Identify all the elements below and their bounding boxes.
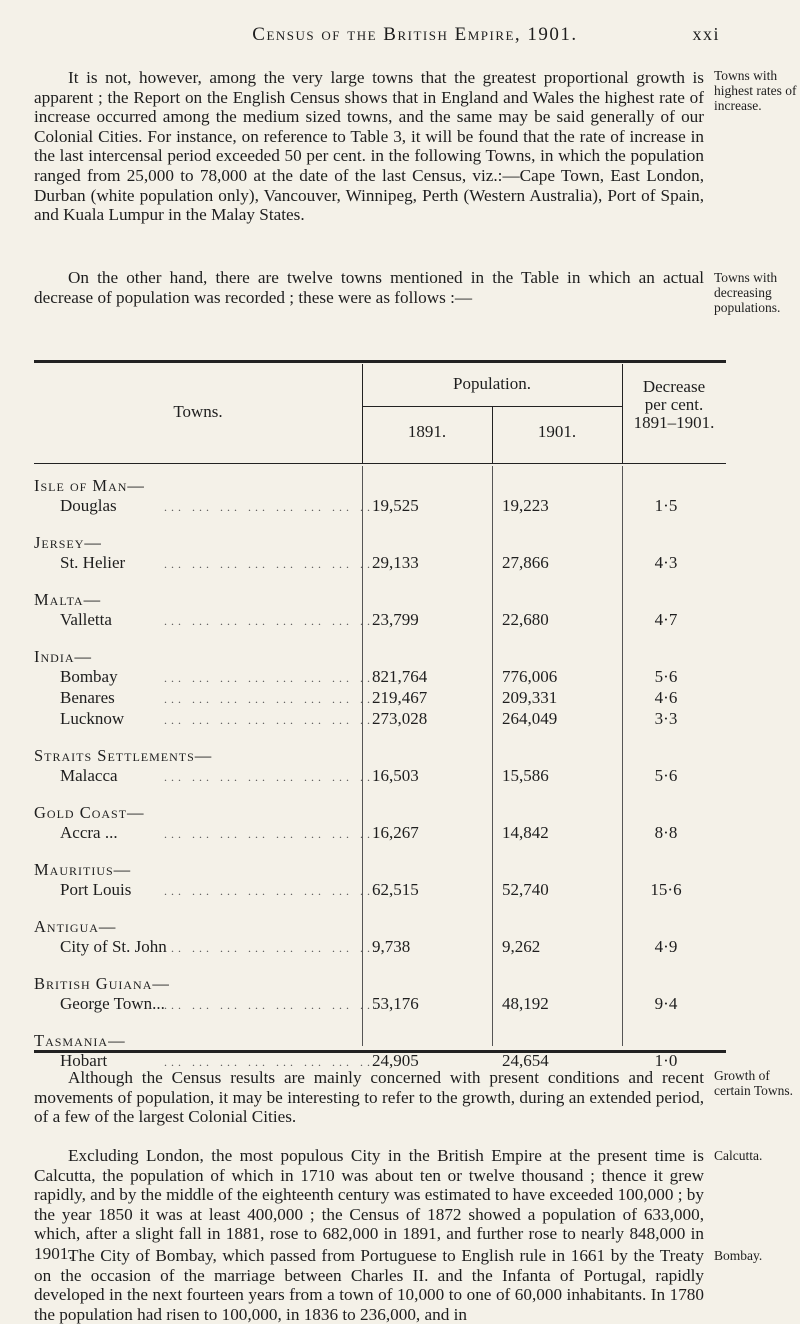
group-name: Antigua— (34, 917, 117, 936)
decrease-label-2: per cent. (644, 395, 704, 414)
paragraph-colonial-growth (34, 1068, 704, 1127)
paragraph-text: Although the Census results are mainly concerned with present conditions and recent movements of population, it may be interesting to refer to the growth, during an extended period, of a few of the largest Colonial Cities. (34, 1068, 704, 1127)
decrease-percent: 9·4 (654, 994, 678, 1013)
group-name: India— (34, 647, 92, 666)
group-name: Straits Settlements— (34, 746, 213, 765)
town-name: Valletta (60, 610, 112, 629)
table-row (34, 994, 726, 1014)
leader-dots: ... ... ... ... ... ... ... ... (164, 614, 381, 628)
town-name: Douglas (60, 496, 117, 515)
paragraph-growth (34, 68, 704, 225)
margin-note-decrease: Towns with decreasing populations. (714, 270, 781, 315)
population-1891: 62,515 (372, 880, 419, 899)
leader-dots: ... ... ... ... ... ... ... ... (164, 941, 381, 955)
population-1901: 52,740 (502, 880, 549, 899)
decrease-percent: 3·3 (654, 709, 678, 728)
leader-dots: ... ... ... ... ... ... ... ... (164, 692, 381, 706)
leader-dots: ... ... ... ... ... ... ... ... (164, 998, 381, 1012)
population-1891: 29,133 (372, 553, 419, 572)
group-name: Tasmania— (34, 1031, 126, 1050)
leader-dots: ... ... ... ... ... ... ... ... (164, 557, 381, 571)
decrease-percent: 4·9 (654, 937, 678, 956)
town-name: Accra ... (60, 823, 118, 842)
group-name: Jersey— (34, 533, 102, 552)
population-1891: 219,467 (372, 688, 428, 707)
page-number: xxi (692, 24, 720, 44)
population-1891: 53,176 (372, 994, 419, 1013)
population-1891: 273,028 (372, 709, 428, 728)
population-1891: 23,799 (372, 610, 419, 629)
group-name: Isle of Man— (34, 476, 145, 495)
table-header-rule (34, 463, 726, 464)
table-header (34, 364, 726, 463)
column-header-1901: 1901. (537, 422, 577, 441)
population-1901: 27,866 (502, 553, 549, 572)
table-row (34, 880, 726, 900)
decrease-percent: 5·6 (654, 766, 678, 785)
margin-note-increase: Towns with highest rates of increase. (714, 68, 797, 113)
town-name: Benares (60, 688, 115, 707)
paragraph-text: On the other hand, there are twelve towns mentioned in the Table in which an actual decrease of population was recorded ; these were as follows :— (34, 268, 704, 307)
population-1901: 15,586 (502, 766, 549, 785)
leader-dots: ... ... ... ... ... ... ... ... (164, 770, 381, 784)
leader-dots: ... ... ... ... ... ... ... ... (164, 1055, 381, 1069)
table-row (34, 496, 726, 516)
column-header-population: Population. (453, 374, 531, 393)
leader-dots: ... ... ... ... ... ... ... ... (164, 671, 381, 685)
leader-dots: ... ... ... ... ... ... ... ... (164, 500, 381, 514)
table-bottom-rule (34, 1050, 726, 1053)
population-1901: 209,331 (502, 688, 558, 707)
table-row (34, 709, 726, 729)
table-top-rule (34, 360, 726, 363)
decrease-label-1: Decrease (642, 377, 706, 396)
town-name: Port Louis (60, 880, 132, 899)
leader-dots: ... ... ... ... ... ... ... ... (164, 827, 381, 841)
running-header (110, 24, 720, 46)
decrease-percent: 8·8 (654, 823, 678, 842)
table-row (34, 688, 726, 708)
margin-note-calcutta: Calcutta. (714, 1148, 763, 1163)
table-row (34, 610, 726, 630)
population-1901: 24,654 (502, 1051, 549, 1070)
decrease-percent: 15·6 (650, 880, 682, 899)
decrease-percent: 4·6 (654, 688, 678, 707)
paragraph-text: The City of Bombay, which passed from Portuguese to English rule in 1661 by the Treaty on the occasion of the marriage between Charles II. and the Infanta of Portugal, rapidly developed in the next fourteen years from a town of 10,000 to one of 60,000 inhabitants. In 1780 the population had risen to 100,000, in 1836 to 236,000, and in (34, 1246, 704, 1324)
decrease-percent: 4·3 (654, 553, 678, 572)
margin-note-bombay: Bombay. (714, 1248, 763, 1263)
town-name: Hobart (60, 1051, 108, 1070)
group-name: Mauritius— (34, 860, 132, 879)
group-name: Gold Coast— (34, 803, 145, 822)
population-1901: 48,192 (502, 994, 549, 1013)
margin-note-growth: Growth of certain Towns. (714, 1068, 794, 1098)
paragraph-decrease (34, 268, 704, 307)
population-1901: 22,680 (502, 610, 549, 629)
town-name: City of St. John (60, 937, 167, 956)
column-header-towns: Towns. (173, 402, 223, 421)
paragraph-bombay (34, 1246, 704, 1324)
table-row (34, 667, 726, 687)
table-row (34, 937, 726, 957)
paragraph-text: It is not, however, among the very large towns that the greatest proportional growth is apparent ; the Report on the English Census shows that in England and Wales the highest rate of increase occurred among the medium sized towns, and the same may be said generally of our Colonial Cities. For instance, on reference to Table 3, it will be found that the rate of increase in the last intercensal period exceeded 50 per cent. in the following Towns, in which the population ranged from 25,000 to 78,000 at the date of the last Census, viz.:—Cape Town, East London, Durban (white population only), Vancouver, Winnipeg, Perth (Western Australia), Port of Spain, and Kuala Lumpur in the Malay States. (34, 68, 704, 225)
population-1901: 9,262 (502, 937, 541, 956)
leader-dots: ... ... ... ... ... ... ... ... (164, 884, 381, 898)
table-row (34, 553, 726, 573)
column-header-1891: 1891. (407, 422, 447, 441)
town-name: St. Helier (60, 553, 126, 572)
population-1891: 16,267 (372, 823, 419, 842)
town-name: George Town... (60, 994, 165, 1013)
group-name: British Guiana— (34, 974, 170, 993)
population-1891: 821,764 (372, 667, 428, 686)
column-header-decrease (622, 378, 726, 432)
population-1901: 14,842 (502, 823, 549, 842)
decrease-percent: 4·7 (654, 610, 678, 629)
town-name: Malacca (60, 766, 118, 785)
header-title: Census of the British Empire, 1901. (252, 24, 578, 45)
table-row (34, 766, 726, 786)
population-1901: 264,049 (502, 709, 558, 728)
population-1891: 24,905 (372, 1051, 419, 1070)
paragraph-text: Excluding London, the most populous City in the British Empire at the present time is Calcutta, the population of which in 1710 was about ten or twelve thousand ; thence it grew rapidly, and by the middle of the eighteenth century was estimated to have exceeded 100,000 ; by the year 1850 it was at least 400,000 ; the Census of 1872 showed a population of 633,000, which, after a slight fall in 1881, rose to 682,000 in 1891, and further rose to nearly 848,000 in 1901. (34, 1146, 704, 1263)
decrease-percent: 1·0 (654, 1051, 678, 1070)
population-1901: 776,006 (502, 667, 558, 686)
town-name: Bombay (60, 667, 118, 686)
leader-dots: ... ... ... ... ... ... ... ... (164, 713, 381, 727)
population-1901: 19,223 (502, 496, 549, 515)
population-1891: 19,525 (372, 496, 419, 515)
decrease-percent: 5·6 (654, 667, 678, 686)
population-1891: 9,738 (372, 937, 411, 956)
group-name: Malta— (34, 590, 102, 609)
decrease-label-3: 1891–1901. (633, 413, 715, 432)
decrease-percent: 1·5 (654, 496, 678, 515)
table-row (34, 823, 726, 843)
population-1891: 16,503 (372, 766, 419, 785)
town-name: Lucknow (60, 709, 125, 728)
